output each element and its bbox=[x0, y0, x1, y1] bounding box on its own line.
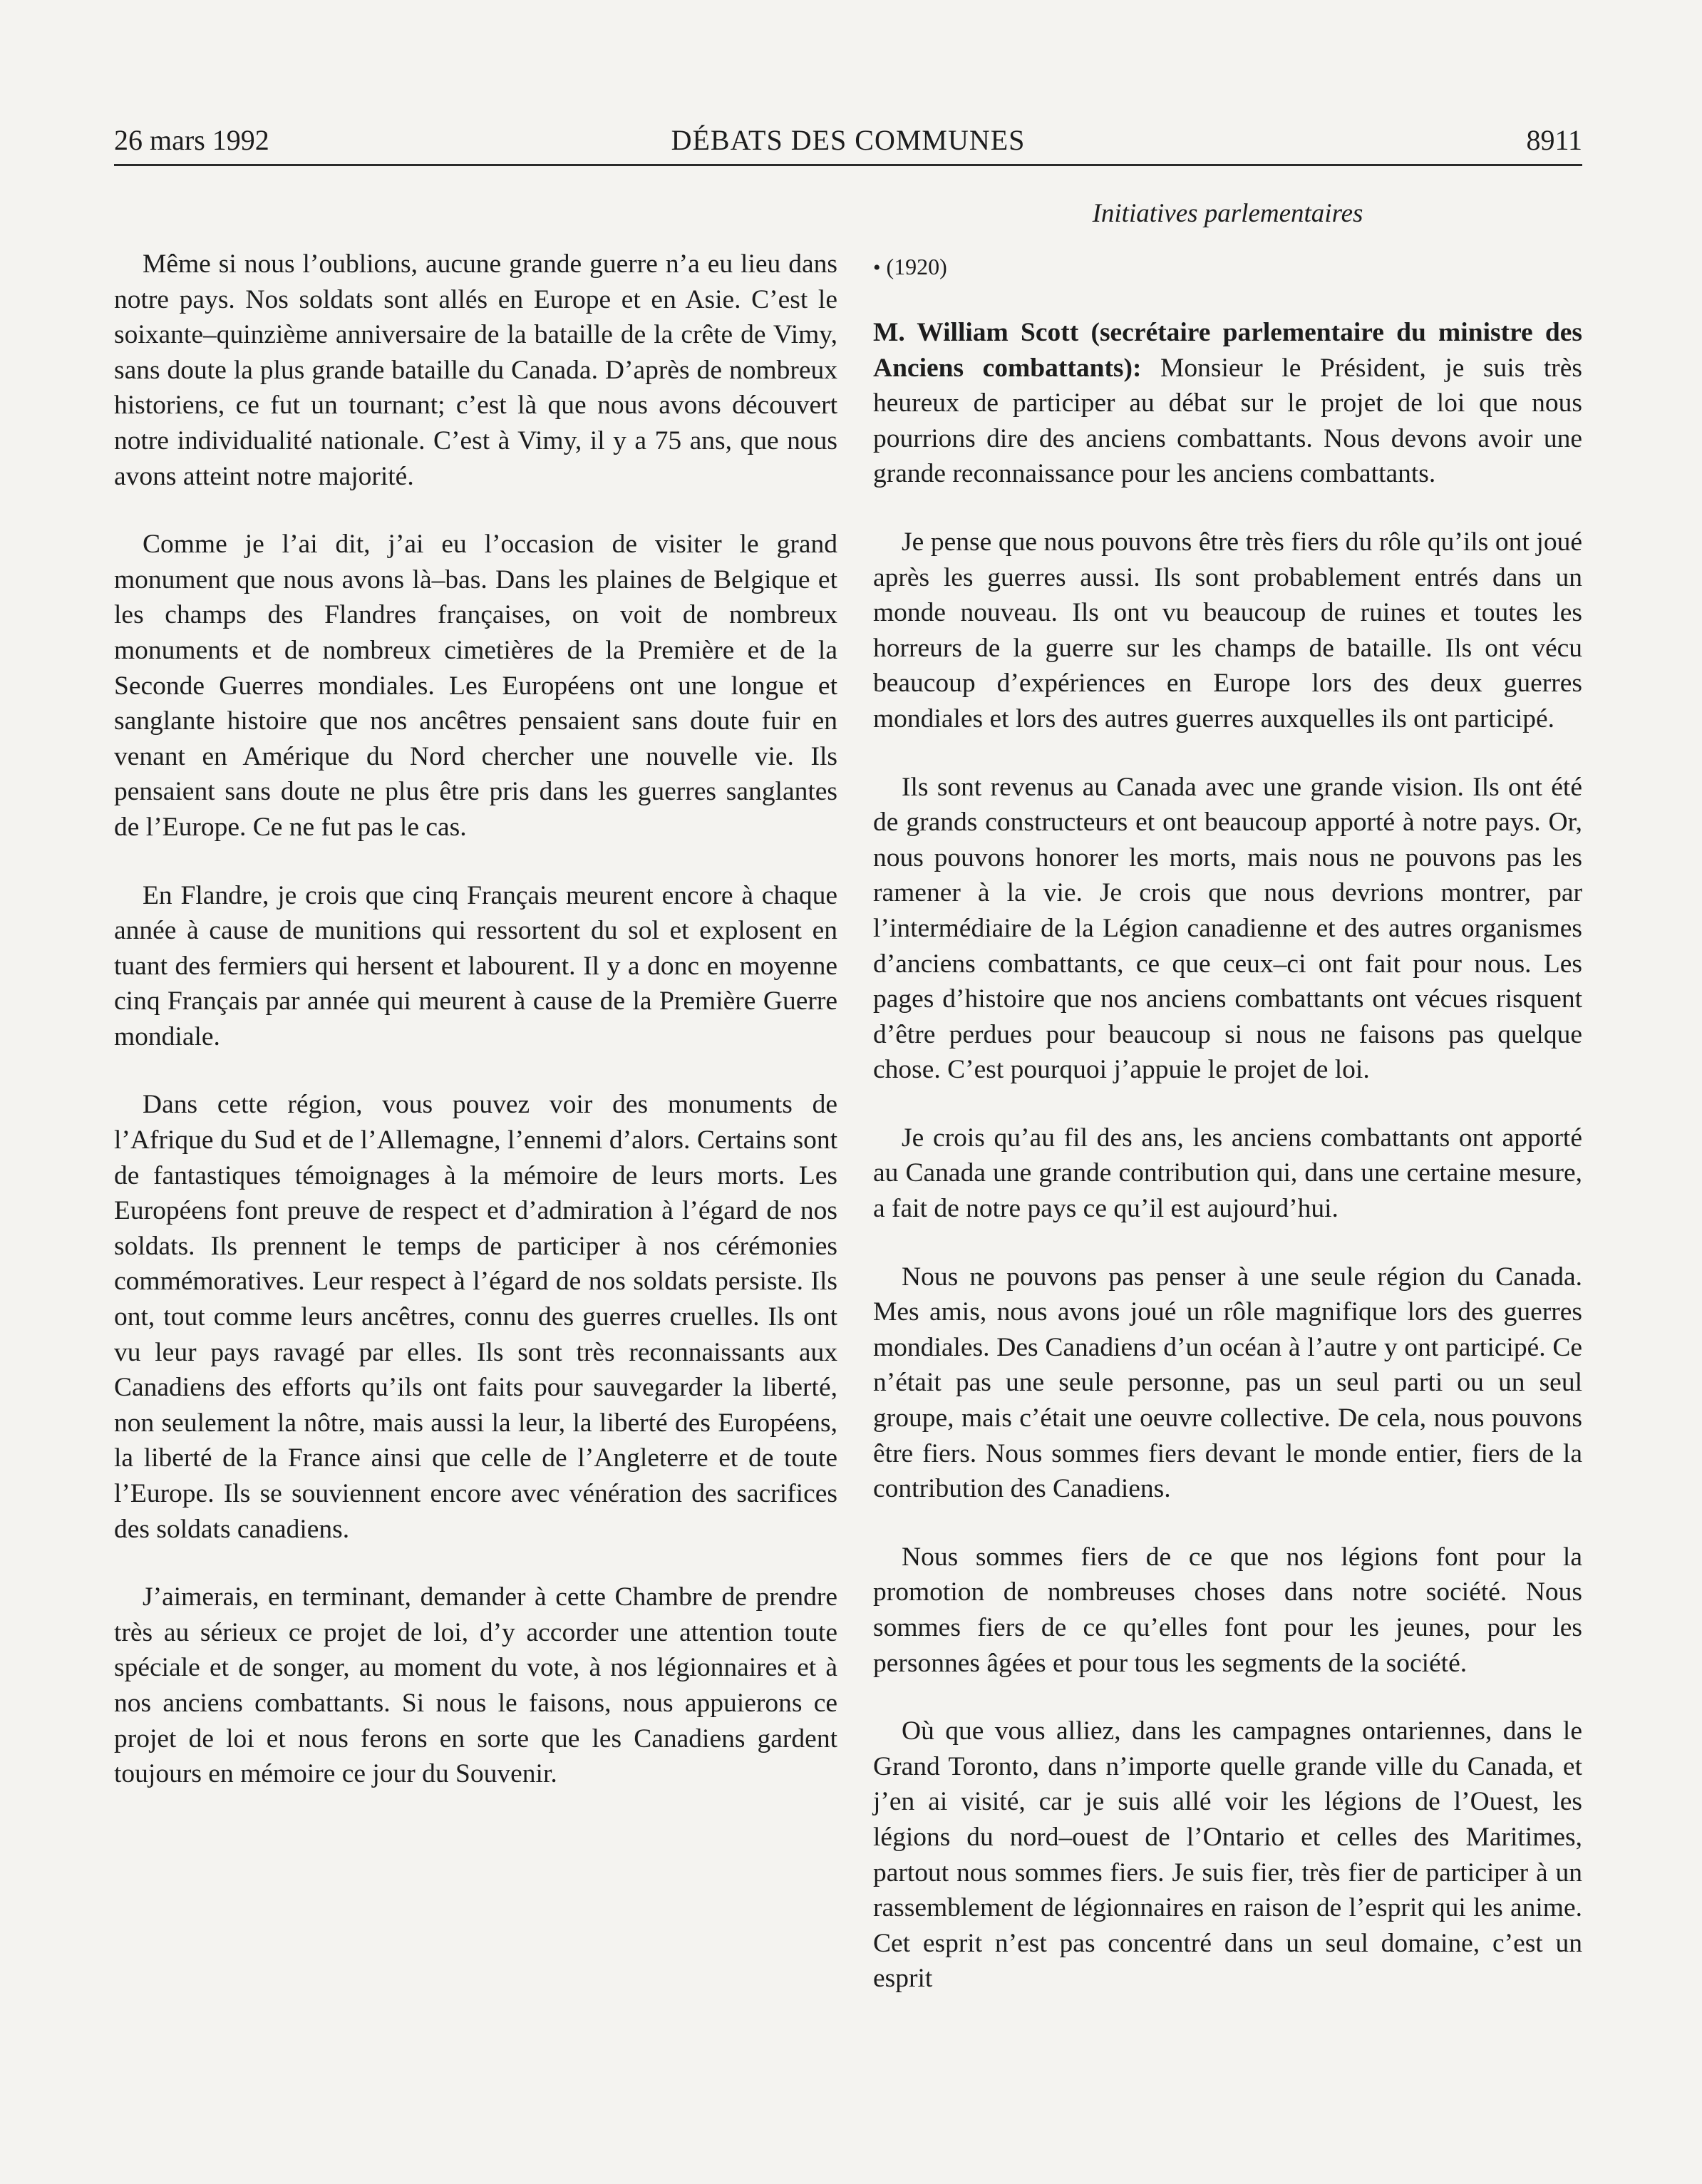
right-column bbox=[873, 247, 1582, 2029]
paragraph: Même si nous l’oublions, aucune grande guerre n’a eu lieu dans notre pays. Nos soldats sont allés en Europe et en Asie. C’est le soixante–quinzième anniversaire de la bataille de la crête de Vimy, sans doute la plus grande bataille du Canada. D’après de nombreux historiens, ce fut un tournant; c’est là que nous avons découvert notre individualité nationale. C’est à Vimy, il y a 75 ans, que nous avons atteint notre majorité. bbox=[114, 249, 837, 491]
paragraph: Je pense que nous pouvons être très fiers du rôle qu’ils ont joué après les guerres aussi. Ils sont probablement entrés dans un monde nouveau. Ils ont vu beaucoup de ruines et toutes les horreurs de la guerre sur les champs de bataille. Ils ont vécu beaucoup d’expériences en Europe lors des deux guerres mondiales et lors des autres guerres auxquelles ils ont participé. bbox=[873, 527, 1582, 733]
header-date: 26 mars 1992 bbox=[114, 124, 269, 156]
paragraph: Comme je l’ai dit, j’ai eu l’occasion de visiter le grand monument que nous avons là–bas. Dans les plaines de Belgique et les champs des Flandres françaises, on voit de nombreux monuments et de nombreux cimetières de la Première et de la Seconde Guerres mondiales. Les Européens ont une longue et sanglante histoire que nos ancêtres pensaient sans doute fuir en venant en Amérique du Nord chercher une nouvelle vie. Ils pensaient sans doute ne plus être pris dans les guerres sanglantes de l’Europe. Ce ne fut pas le cas. bbox=[114, 530, 837, 842]
header-title: DÉBATS DES COMMUNES bbox=[671, 124, 1026, 156]
paragraph: En Flandre, je crois que cinq Français meurent encore à chaque année à cause de munitions qui ressortent du sol et explosent en tuant des fermiers qui hersent et labourent. Il y a donc en moyenne cinq Français par année qui meurent à cause de la Première Guerre mondiale. bbox=[114, 880, 837, 1051]
timestamp: (1920) bbox=[886, 254, 947, 279]
speaker-paragraph bbox=[873, 315, 1582, 492]
left-column bbox=[114, 247, 837, 1825]
paragraph: Nous ne pouvons pas penser à une seule région du Canada. Mes amis, nous avons joué un rôle magnifique lors des guerres mondiales. Des Canadiens d’un océan à l’autre y ont participé. Ce n’était pas une seule personne, pas un seul parti ou un seul groupe, mais c’était une oeuvre collective. De cela, nous pouvons être fiers. Nous sommes fiers devant le monde entier, fiers de la contribution des Canadiens. bbox=[873, 1262, 1582, 1504]
paragraph: Ils sont revenus au Canada avec une grande vision. Ils ont été de grands constructeurs et ont beaucoup apporté à notre pays. Or, nous pouvons honorer les morts, mais nous ne pouvons pas les ramener à la vie. Je crois que nous devrions montrer, par l’intermédiaire de la Légion canadienne et des autres organismes d’anciens combattants, ce que ceux–ci ont fait pour nous. Les pages d’histoire que nos anciens combattants ont vécues risquent d’être perdues pour beaucoup si nous ne faisons pas quelque chose. C’est pourquoi j’appuie le projet de loi. bbox=[873, 772, 1582, 1085]
paragraph: Où que vous alliez, dans les campagnes ontariennes, dans le Grand Toronto, dans n’importe quelle grande ville du Canada, et j’en ai visité, car je suis allé voir les légions de l’Ouest, les légions du nord–ouest de l’Ontario et celles des Maritimes, partout nous sommes fiers. Je suis fier, très fier de participer à un rassemblement de légionnaires en raison de l’esprit qui les anime. Cet esprit n’est pas concentré dans un seul domaine, c’est un esprit bbox=[873, 1716, 1582, 1994]
speaker-name: M. William Scott (secrétaire parlementaire du ministre des Anciens combattants): bbox=[873, 318, 1582, 383]
timestamp-marker bbox=[873, 252, 1582, 282]
speaker-text: Monsieur le Président, je suis très heureux de participer au débat sur le projet de loi que nous pourrions dire des anciens combattants. Nous devons avoir une grande reconnaissance pour les anciens combattants. bbox=[873, 353, 1582, 489]
bullet-icon: • bbox=[873, 256, 881, 279]
paragraph: Nous sommes fiers de ce que nos légions font pour la promotion de nombreuses choses dans notre société. Nous sommes fiers de ce qu’elles font pour les jeunes, pour les personnes âgées et pour tous les segments de la société. bbox=[873, 1542, 1582, 1678]
paragraph: J’aimerais, en terminant, demander à cette Chambre de prendre très au sérieux ce projet de loi, d’y accorder une attention toute spéciale et de songer, au moment du vote, à nos légionnaires et à nos anciens combattants. Si nous le faisons, nous appuierons ce projet de loi et nous ferons en sorte que les Canadiens gardent toujours en mémoire ce jour du Souvenir. bbox=[114, 1582, 837, 1789]
paragraph: Dans cette région, vous pouvez voir des monuments de l’Afrique du Sud et de l’Allemagne, l’ennemi d’alors. Certains sont de fantastiques témoignages à la mémoire de leurs morts. Les Européens font preuve de respect et d’admiration à l’égard de nos soldats. Ils prennent le temps de participer à nos cérémonies commémoratives. Leur respect à l’égard de nos soldats persiste. Ils ont, tout comme leurs ancêtres, connu des guerres cruelles. Ils ont vu leur pays ravagé par elles. Ils sont très reconnaissants aux Canadiens des efforts qu’ils ont faits pour sauvegarder la liberté, non seulement la nôtre, mais aussi la leur, la liberté des Européens, la liberté de la France ainsi que celle de l’Angleterre et de toute l’Europe. Ils se souviennent encore avec vénération des sacrifices des soldats canadiens. bbox=[114, 1090, 837, 1544]
section-label: Initiatives parlementaires bbox=[1092, 199, 1363, 228]
paragraph: Je crois qu’au fil des ans, les anciens combattants ont apporté au Canada une grande contribution qui, dans une certaine mesure, a fait de notre pays ce qu’il est aujourd’hui. bbox=[873, 1123, 1582, 1224]
header-page-number: 8911 bbox=[1526, 124, 1582, 156]
page-header bbox=[114, 120, 1582, 166]
